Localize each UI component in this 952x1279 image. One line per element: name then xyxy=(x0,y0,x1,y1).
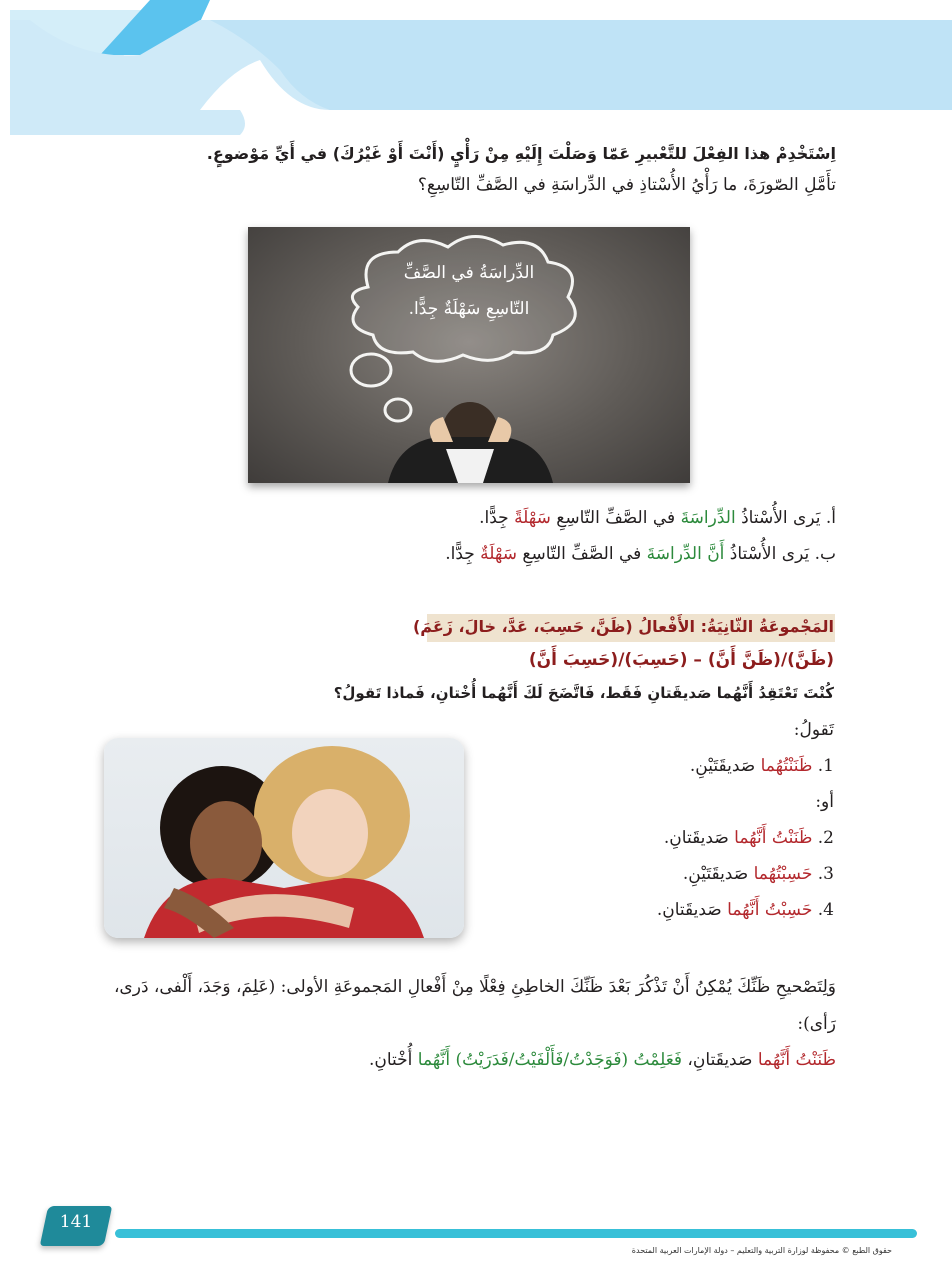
item-rest: صَديقَتانِ. xyxy=(663,828,735,848)
correction-line2: رَأى): xyxy=(797,1014,836,1034)
item-number: 2. xyxy=(812,828,834,848)
girls-photo xyxy=(104,738,464,938)
sentence-a-suffix: جِدًّا. xyxy=(479,508,515,528)
sentence-b-middle: في الصَّفِّ التّاسِعِ xyxy=(517,544,647,564)
list-item-3 xyxy=(683,864,834,884)
item-verb: حَسِبْتُهُما xyxy=(753,864,813,884)
say-label: تَقولُ: xyxy=(793,720,834,740)
question-text: تأَمَّلِ الصّورَةَ، ما رَأْيُ الأُسْتاذِ في الدِّراسَةِ في الصَّفِّ التّاسِعِ؟ xyxy=(417,175,836,195)
item-rest: صَديقَتَيْنِ. xyxy=(682,864,754,884)
sentence-b-predicate: سَهْلَةٌ xyxy=(480,544,517,564)
instruction-text: اِسْتَخْدِمْ هذا الفِعْلَ للتَّعْبيرِ عَمّا وَصَلْتَ إِلَيْهِ مِنْ رَأْيٍ (أَنْتَ أَوْ غَيْرُكَ) في أَيِّ مَوْضوعٍ. xyxy=(206,144,836,163)
sentence-b-prefix: ب. يَرى الأُسْتاذُ xyxy=(724,544,836,564)
group-heading: المَجْموعَةُ الثّانِيَةُ: الأَفْعالُ (ظَنَّ، حَسِبَ، عَدَّ، خالَ، زَعَمَ) xyxy=(412,617,834,636)
cloud-text-line1: الدِّراسَةُ في الصَّفِّ xyxy=(403,263,535,283)
cloud-text-line2: التّاسِعِ سَهْلَةٌ جِدًّا. xyxy=(408,299,530,319)
item-number: 1. xyxy=(812,756,834,776)
sentence-a-prefix: أ. يَرى الأُسْتاذُ xyxy=(735,508,836,528)
correction-line1: وَلِتَصْحيحِ ظَنِّكَ يُمْكِنُ أَنْ تَذْكُرَ بَعْدَ ظَنِّكَ الخاطِئِ فِعْلًا مِنْ أَفْعالِ المَجموعَةِ الأولى: (عَلِمَ، وَجَدَ، أَلْفى، دَرى، xyxy=(113,977,836,997)
item-verb: ظَنَنْتُهُما xyxy=(760,756,813,776)
sentence-b-suffix: جِدًّا. xyxy=(445,544,481,564)
sentence-b-subject: أَنَّ الدِّراسَةَ xyxy=(646,544,725,564)
list-item-2 xyxy=(664,828,834,848)
item-verb: حَسِبْتُ أَنَّهُما xyxy=(727,900,813,920)
sentence-a xyxy=(479,508,836,528)
sentence-a-middle: في الصَّفِّ التّاسِعِ xyxy=(550,508,681,528)
footer-bar xyxy=(115,1229,917,1238)
sentence-a-predicate: سَهْلَةً xyxy=(514,508,551,528)
item-number: 4. xyxy=(812,900,834,920)
group-question: كُنْتَ تَعْتَقِدُ أَنَّهُما صَديقَتانِ فَقَط، فَاتَّضَحَ لَكَ أَنَّهُما أُخْتانِ، فَماذا تَقولُ؟ xyxy=(333,684,834,702)
group-subheading: (ظَنَّ)/(ظَنَّ أَنَّ) – (حَسِبَ)/(حَسِبَ أَنَّ) xyxy=(528,650,834,670)
item-rest: صَديقَتَيْنِ. xyxy=(689,756,761,776)
sentence-a-subject: الدِّراسَةَ xyxy=(680,508,736,528)
item-verb: ظَنَنْتُ أَنَّهُما xyxy=(734,828,813,848)
or-label: أو: xyxy=(815,792,834,812)
sentence-b xyxy=(445,544,836,564)
item-rest: صَديقَتانِ. xyxy=(656,900,728,920)
girls-illustration xyxy=(104,738,464,938)
header-banner xyxy=(0,0,952,140)
example-part1: ظَنَنْتُ أَنَّهُما xyxy=(757,1050,836,1070)
page-number: 141 xyxy=(59,1212,93,1232)
item-number: 3. xyxy=(812,864,834,884)
teacher-thought-photo xyxy=(248,227,690,483)
example-part3: فَعَلِمْتُ (فَوَجَدْتُ/فَأَلْفَيْتُ/فَدَرَيْتُ) أَنَّهُما xyxy=(417,1050,683,1070)
example-part4: أُخْتانِ. xyxy=(368,1050,418,1070)
list-item-1 xyxy=(690,756,834,776)
copyright-text: حقوق الطبع © محفوظة لوزارة التربية والتعليم – دولة الإمارات العربية المتحدة xyxy=(631,1246,892,1255)
list-item-4 xyxy=(657,900,834,920)
example-part2: صَديقَتانِ، xyxy=(682,1050,758,1070)
correction-example xyxy=(369,1050,836,1070)
